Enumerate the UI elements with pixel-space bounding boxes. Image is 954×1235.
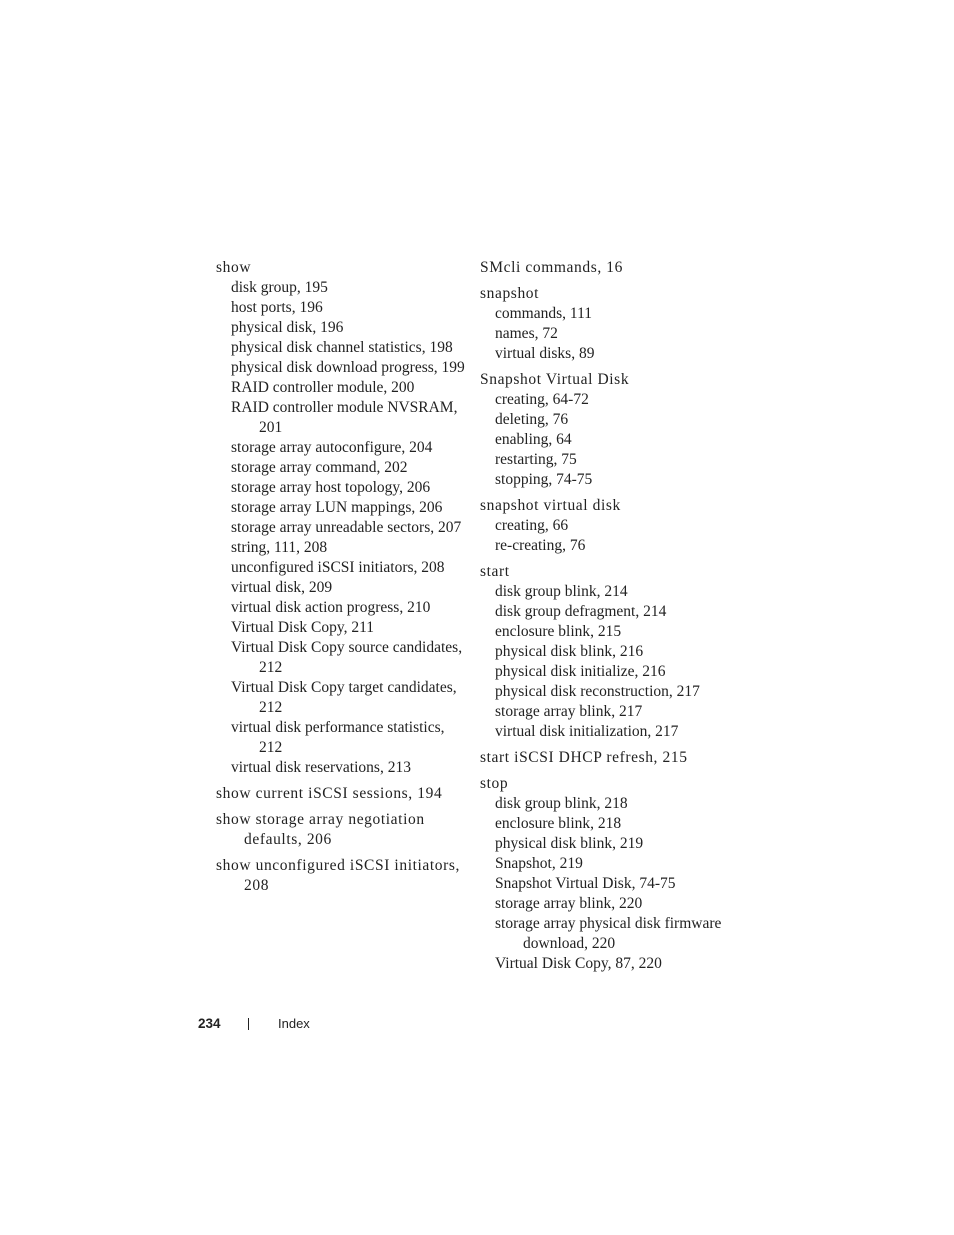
index-subentry: Snapshot Virtual Disk, 74-75 (495, 875, 676, 892)
index-subentry: storage array command, 202 (231, 459, 408, 476)
index-subentry: unconfigured iSCSI initiators, 208 (231, 559, 445, 576)
index-subentry: physical disk blink, 219 (495, 835, 644, 852)
index-subentry: physical disk initialize, 216 (495, 663, 666, 680)
footer-divider (248, 1018, 249, 1030)
index-subentry: Virtual Disk Copy, 211 (231, 619, 375, 636)
index-subentry: virtual disk reservations, 213 (231, 759, 411, 776)
index-subentry: enclosure blink, 215 (495, 623, 622, 640)
index-subentry: physical disk reconstruction, 217 (495, 683, 700, 700)
index-entry (216, 856, 466, 896)
index-subentry: creating, 66 (495, 517, 569, 534)
page-number: 234 (198, 1016, 221, 1031)
index-subentry: storage array blink, 220 (495, 895, 643, 912)
index-subentry: disk group defragment, 214 (495, 603, 667, 620)
index-subentry: storage array LUN mappings, 206 (231, 499, 443, 516)
index-subentry: storage array physical disk firmware download, 220 (495, 915, 722, 952)
index-column-left (216, 258, 466, 902)
index-entry (480, 774, 730, 974)
index-term: snapshot virtual disk (480, 497, 621, 514)
index-term: snapshot (480, 285, 540, 302)
index-subentry: enabling, 64 (495, 431, 572, 448)
index-subentry: disk group, 195 (231, 279, 328, 296)
index-entry (216, 258, 466, 778)
index-subentry: names, 72 (495, 325, 558, 342)
index-subentry: deleting, 76 (495, 411, 569, 428)
index-subentry: physical disk channel statistics, 198 (231, 339, 453, 356)
index-entry (480, 284, 730, 364)
index-subentry: Snapshot, 219 (495, 855, 583, 872)
index-subentry: virtual disk initialization, 217 (495, 723, 679, 740)
index-subentry: stopping, 74-75 (495, 471, 593, 488)
index-subentry: virtual disks, 89 (495, 345, 595, 362)
index-term: show current iSCSI sessions, 194 (216, 785, 443, 802)
index-subentry: re-creating, 76 (495, 537, 586, 554)
index-entry (480, 748, 730, 768)
index-entry (480, 370, 730, 490)
index-subentry: physical disk blink, 216 (495, 643, 644, 660)
index-term: start iSCSI DHCP refresh, 215 (480, 749, 688, 766)
index-subentry: RAID controller module, 200 (231, 379, 415, 396)
index-term: show unconfigured iSCSI initiators, 208 (216, 857, 461, 894)
index-subentry: commands, 111 (495, 305, 593, 322)
index-subentry: storage array host topology, 206 (231, 479, 431, 496)
index-subentry: physical disk, 196 (231, 319, 344, 336)
index-subentry: creating, 64-72 (495, 391, 589, 408)
index-term: show storage array negotiation defaults, 206 (216, 811, 425, 848)
footer-section-label: Index (278, 1016, 310, 1031)
index-subentry: Virtual Disk Copy source candidates, 212 (231, 639, 463, 676)
index-subentry: storage array autoconfigure, 204 (231, 439, 433, 456)
index-column-right (480, 258, 730, 980)
index-subentry: Virtual Disk Copy target candidates, 212 (231, 679, 457, 716)
index-subentry: disk group blink, 214 (495, 583, 628, 600)
index-entry (480, 496, 730, 556)
index-subentry: disk group blink, 218 (495, 795, 628, 812)
index-entry (480, 562, 730, 742)
index-term: show (216, 259, 252, 276)
index-subentry: RAID controller module NVSRAM, 201 (231, 399, 458, 436)
index-entry (216, 810, 466, 850)
index-subentry: virtual disk, 209 (231, 579, 333, 596)
index-subentry: host ports, 196 (231, 299, 323, 316)
index-subentry: storage array unreadable sectors, 207 (231, 519, 462, 536)
index-term: SMcli commands, 16 (480, 259, 623, 276)
index-term: stop (480, 775, 509, 792)
index-subentry: storage array blink, 217 (495, 703, 643, 720)
index-subentry: restarting, 75 (495, 451, 577, 468)
index-term: Snapshot Virtual Disk (480, 371, 630, 388)
index-subentry: physical disk download progress, 199 (231, 359, 465, 376)
index-term: start (480, 563, 510, 580)
index-subentry: virtual disk action progress, 210 (231, 599, 431, 616)
index-subentry: enclosure blink, 218 (495, 815, 622, 832)
index-entry (480, 258, 730, 278)
index-subentry: Virtual Disk Copy, 87, 220 (495, 955, 662, 972)
index-subentry: string, 111, 208 (231, 539, 328, 556)
index-entry (216, 784, 466, 804)
index-subentry: virtual disk performance statistics, 212 (231, 719, 445, 756)
